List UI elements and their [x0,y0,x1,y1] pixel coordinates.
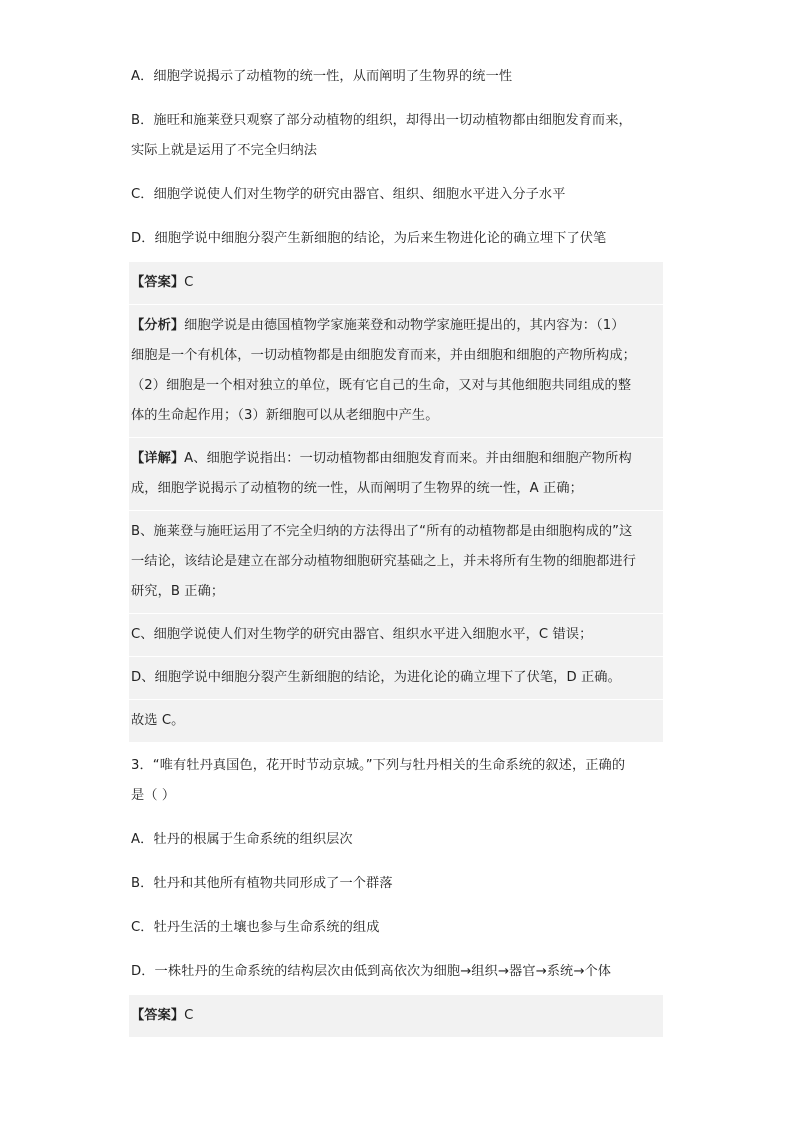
detail-tag: 【详解】 [131,451,185,466]
analysis-line4: 体的生命起作用；（3）新细胞可以从老细胞中产生。 [131,408,439,423]
analysis-tag: 【分析】 [131,318,185,333]
detail-d: D、细胞学说中细胞分裂产生新细胞的结论，为进化论的确立埋下了伏笔，D 正确。 [131,670,621,685]
q2-detail-block-c [129,614,663,657]
q2-answer-block [129,262,663,305]
q2-detail-block-b [129,511,663,614]
q3-stem-line1: 3．“唯有牡丹真国色，花开时节动京城。”下列与牡丹相关的生命系统的叙述，正确的 [131,758,626,773]
q2-option-b-line2: 实际上就是运用了不完全归纳法 [131,143,318,158]
detail-b-line1: B、施莱登与施旺运用了不完全归纳的方法得出了“所有的动植物都是由细胞构成的”这 [131,524,633,539]
q2-detail-block-conclusion [129,700,663,743]
q2-analysis-block [129,305,663,438]
q2-detail-block-a [129,438,663,511]
detail-b-line3: 研究，B 正确； [131,584,225,599]
q3-answer-block [129,995,663,1038]
detail-b-line2: 一结论，该结论是建立在部分动植物细胞研究基础之上，并未将所有生物的细胞都进行 [131,554,636,569]
answer-tag: 【答案】 [131,275,185,290]
q3-option-d: D．一株牡丹的生命系统的结构层次由低到高依次为细胞→组织→器官→系统→个体 [131,964,612,979]
q3-option-a: A．牡丹的根属于生命系统的组织层次 [131,832,353,847]
document-page [131,62,663,1038]
q3-answer-value: C [184,1008,194,1023]
answer-value: C [184,275,194,290]
analysis-line1: 细胞学说是由德国植物学家施莱登和动物学家施旺提出的，其内容为：（1） [184,318,625,333]
q2-option-c: C．细胞学说使人们对生物学的研究由器官、组织、细胞水平进入分子水平 [131,187,566,202]
q3-option-c: C．牡丹生活的土壤也参与生命系统的组成 [131,920,380,935]
detail-a-line2: 成，细胞学说揭示了动植物的统一性，从而阐明了生物界的统一性，A 正确； [131,481,583,496]
q2-option-a: A．细胞学说揭示了动植物的统一性，从而阐明了生物界的统一性 [131,69,513,84]
detail-c: C、细胞学说使人们对生物学的研究由器官、组织水平进入细胞水平，C 错误； [131,627,593,642]
q3-stem-line2: 是（ ） [131,788,176,803]
detail-conclusion: 故选 C。 [131,713,185,728]
analysis-line3: （2）细胞是一个相对独立的单位，既有它自己的生命，又对与其他细胞共同组成的整 [131,378,632,393]
detail-a-line1: A、细胞学说指出：一切动植物都由细胞发育而来。并由细胞和细胞产物所构 [184,451,632,466]
q3-answer-tag: 【答案】 [131,1008,185,1023]
q2-option-b-line1: B．施旺和施莱登只观察了部分动植物的组织，却得出一切动植物都由细胞发育而来， [131,113,632,128]
q2-option-d: D．细胞学说中细胞分裂产生新细胞的结论，为后来生物进化论的确立埋下了伏笔 [131,231,607,246]
q3-option-b: B．牡丹和其他所有植物共同形成了一个群落 [131,876,393,891]
q2-detail-block-d [129,657,663,700]
analysis-line2: 细胞是一个有机体，一切动植物都是由细胞发育而来，并由细胞和细胞的产物所构成； [131,348,636,363]
